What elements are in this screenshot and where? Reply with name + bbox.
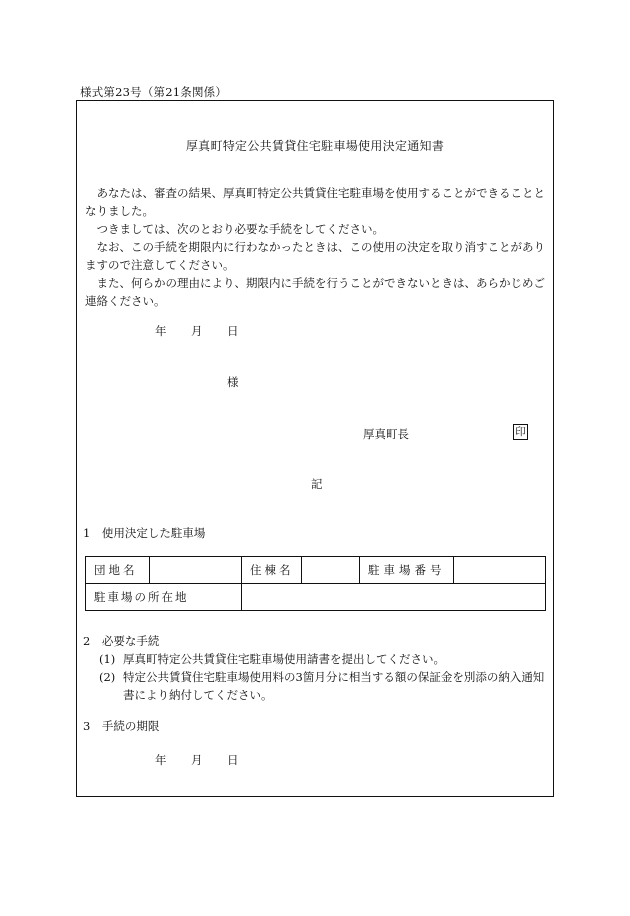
- location-label: 駐車場の所在地: [86, 584, 242, 611]
- list-item: [99, 668, 547, 704]
- seal-mark: 印: [513, 424, 528, 440]
- section-2-heading: 2 必要な手続: [83, 634, 160, 648]
- table-row: [86, 584, 546, 611]
- notice-body: [85, 184, 553, 310]
- document-title: 厚真町特定公共賃貸住宅駐車場使用決定通知書: [185, 139, 445, 153]
- deadline-month: 月: [191, 753, 203, 767]
- estate-name-cell: [150, 557, 242, 584]
- estate-name-label: 団地名: [86, 557, 150, 584]
- list-item-text: 特定公共賃貸住宅駐車場使用料の3箇月分に相当する額の保証金を別添の納入通知書により納付してください。: [123, 670, 545, 702]
- list-item-number: (1): [99, 652, 116, 666]
- building-label: 住棟名: [242, 557, 302, 584]
- list-item-text: 厚真町特定公共賃貸住宅駐車場使用請書を提出してください。: [123, 652, 445, 666]
- section-3-heading: 3 手続の期限: [83, 719, 160, 733]
- location-cell: [242, 584, 546, 611]
- list-item-number: (2): [99, 670, 116, 684]
- list-item: [99, 650, 547, 668]
- body-paragraph-3: なお、この手続を期限内に行わなかったときは、この使用の決定を取り消すことがありますので注意してください。: [85, 240, 545, 272]
- lot-number-label: 駐車場番号: [360, 557, 454, 584]
- body-paragraph-2: つきましては、次のとおり必要な手続をしてください。: [96, 222, 384, 236]
- notice-frame: [76, 100, 554, 797]
- date-day: 日: [227, 324, 239, 338]
- deadline-day: 日: [227, 753, 239, 767]
- form-number: 様式第23号（第21条関係）: [80, 85, 228, 99]
- ki-heading: 記: [311, 477, 323, 491]
- table-row: [86, 557, 546, 584]
- procedure-list: [99, 650, 547, 704]
- building-cell: [302, 557, 360, 584]
- body-paragraph-4: また、何らかの理由により、期限内に手続を行うことができないときは、あらかじめご連絡ください。: [85, 276, 545, 308]
- issuer-name: 厚真町長: [363, 427, 409, 441]
- addressee-suffix: 様: [227, 375, 239, 389]
- section-1-heading: 1 使用決定した駐車場: [83, 526, 206, 540]
- deadline-year: 年: [155, 753, 167, 767]
- body-paragraph-1: あなたは、審査の結果、厚真町特定公共賃貸住宅駐車場を使用することができることとなりました。: [85, 186, 545, 218]
- date-month: 月: [191, 324, 203, 338]
- lot-number-cell: [454, 557, 546, 584]
- date-year: 年: [155, 324, 167, 338]
- parking-lot-table: [85, 556, 546, 611]
